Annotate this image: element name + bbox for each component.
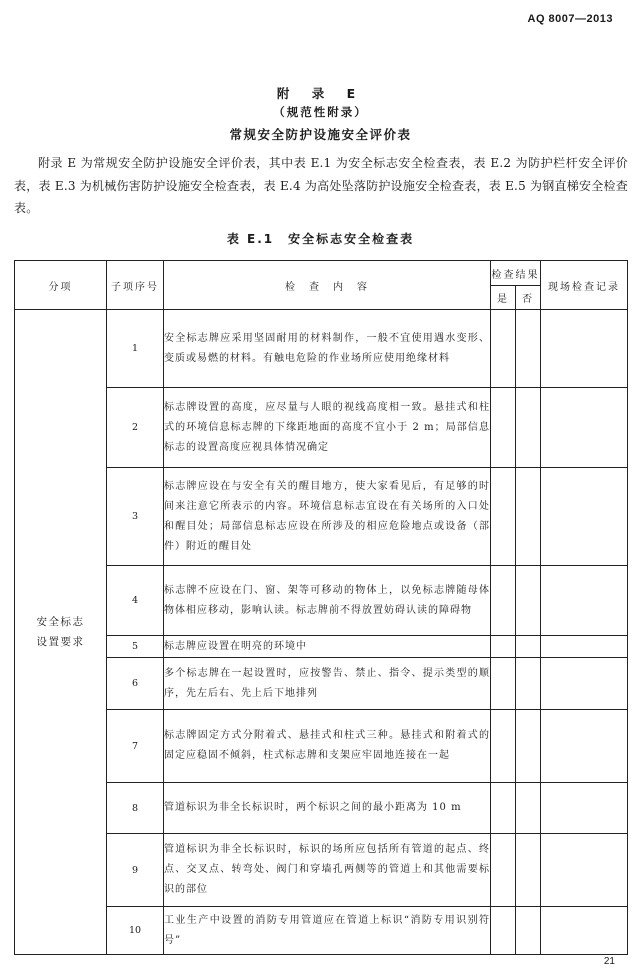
table-row [15,783,628,834]
header-content: 检 查 内 容 [164,261,491,310]
result-no-cell[interactable] [516,566,541,636]
row-index: 6 [107,658,164,710]
table-row [15,834,628,907]
row-content: 管道标识为非全长标识时，标识的场所应包括所有管道的起点、终点、交叉点、转弯处、阀门和穿墙孔两侧等的管道上和其他需要标识的部位 [164,834,491,907]
appendix-title: 附 录 E [276,86,365,101]
row-content: 安全标志牌应采用坚固耐用的材料制作，一般不宜使用遇水变形、变质或易燃的材料。有触电危险的作业场所应使用绝缘材料 [164,310,491,388]
result-no-cell[interactable] [516,468,541,566]
appendix-name: 常规安全防护设施安全评价表 [229,127,412,142]
header-record: 现场检查记录 [541,261,628,310]
result-yes-cell[interactable] [491,834,516,907]
table-row [15,636,628,658]
row-index: 2 [107,388,164,468]
table-row [15,566,628,636]
header-no: 否 [516,286,541,310]
table-row [15,468,628,566]
intro-paragraph: 附录 E 为常规安全防护设施安全评价表，其中表 E.1 为安全标志安全检查表，表 E.2 为防护栏杆安全评价表，表 E.3 为机械伤害防护设施安全检查表，表 E.4 为高处坠落防护设施安全检查表，表 E.5 为钢直梯安全检查表。 [14,156,628,215]
result-no-cell[interactable] [516,388,541,468]
row-content: 标志牌设置的高度，应尽量与人眼的视线高度相一致。悬挂式和柱式的环境信息标志牌的下缘距地面的高度不宜小于 2 m；局部信息标志的设置高度应视具体情况确定 [164,388,491,468]
row-content: 多个标志牌在一起设置时，应按警告、禁止、指令、提示类型的顺序，先左后右、先上后下地排列 [164,658,491,710]
category-cell [15,310,107,955]
result-no-cell[interactable] [516,710,541,783]
row-content: 管道标识为非全长标识时，两个标识之间的最小距离为 10 m [164,783,491,834]
header-sub-index: 子项序号 [107,261,164,310]
result-no-cell[interactable] [516,907,541,955]
record-cell[interactable] [541,907,628,955]
record-cell[interactable] [541,468,628,566]
result-yes-cell[interactable] [491,468,516,566]
record-cell[interactable] [541,310,628,388]
result-no-cell[interactable] [516,783,541,834]
result-no-cell[interactable] [516,834,541,907]
result-yes-cell[interactable] [491,636,516,658]
table-caption: 表 E.1 安全标志安全检查表 [226,232,415,246]
row-content: 标志牌固定方式分附着式、悬挂式和柱式三种。悬挂式和附着式的固定应稳固不倾斜，柱式标志牌和支架应牢固地连接在一起 [164,710,491,783]
category-label: 安全标志设置要求 [36,616,85,648]
record-cell[interactable] [541,783,628,834]
row-index: 3 [107,468,164,566]
result-no-cell[interactable] [516,310,541,388]
header-result: 检查结果 [491,261,541,286]
result-no-cell[interactable] [516,636,541,658]
table-row [15,658,628,710]
header-yes: 是 [491,286,516,310]
row-index: 4 [107,566,164,636]
row-content: 工业生产中设置的消防专用管道应在管道上标识“消防专用识别符号” [164,907,491,955]
result-yes-cell[interactable] [491,658,516,710]
row-index: 9 [107,834,164,907]
row-index: 5 [107,636,164,658]
record-cell[interactable] [541,710,628,783]
appendix-type: （规范性附录） [273,105,368,119]
safety-sign-checklist-table [14,260,628,955]
page-number: 21 [603,956,615,967]
record-cell[interactable] [541,658,628,710]
record-cell[interactable] [541,636,628,658]
row-index: 8 [107,783,164,834]
result-yes-cell[interactable] [491,310,516,388]
row-index: 7 [107,710,164,783]
row-content: 标志牌不应设在门、窗、架等可移动的物体上，以免标志牌随母体物体相应移动，影响认读。标志牌前不得放置妨碍认读的障碍物 [164,566,491,636]
result-no-cell[interactable] [516,658,541,710]
record-cell[interactable] [541,566,628,636]
result-yes-cell[interactable] [491,566,516,636]
table-row [15,310,628,388]
row-index: 1 [107,310,164,388]
table-row [15,388,628,468]
standard-code: AQ 8007—2013 [527,13,613,25]
row-content: 标志牌应设在与安全有关的醒目地方，使大家看见后，有足够的时间来注意它所表示的内容。环境信息标志宜设在有关场所的入口处和醒目处；局部信息标志应设在所涉及的相应危险地点或设备（部件）附近的醒目处 [164,468,491,566]
header-category: 分项 [15,261,107,310]
result-yes-cell[interactable] [491,783,516,834]
table-row [15,710,628,783]
record-cell[interactable] [541,388,628,468]
result-yes-cell[interactable] [491,907,516,955]
table-row [15,907,628,955]
result-yes-cell[interactable] [491,710,516,783]
result-yes-cell[interactable] [491,388,516,468]
row-index: 10 [107,907,164,955]
record-cell[interactable] [541,834,628,907]
row-content: 标志牌应设置在明亮的环境中 [164,636,491,658]
